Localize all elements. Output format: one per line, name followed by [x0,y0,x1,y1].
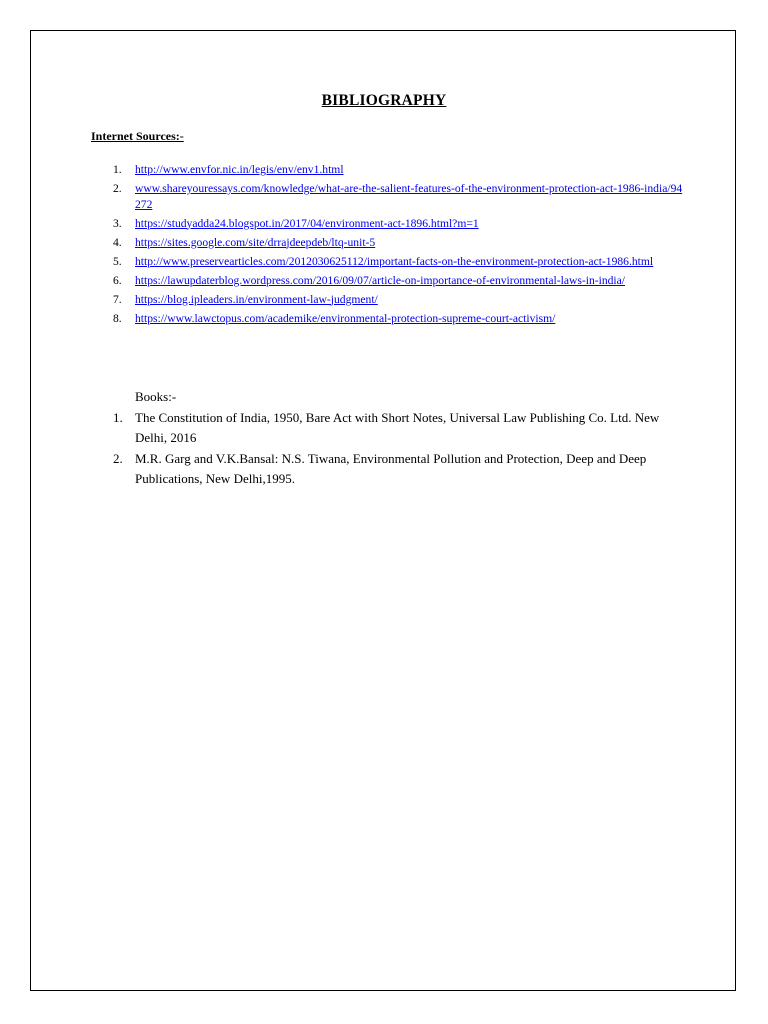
internet-sources-heading: Internet Sources:- [91,129,184,143]
list-number: 7. [113,292,122,306]
list-item [0,235,685,251]
list-number: 6. [113,273,122,287]
list-item [0,273,685,289]
source-link[interactable]: www.shareyouressays.com/knowledge/what-are-the-salient-features-of-the-environment-protection-act-1986-india/94272 [135,182,683,211]
source-link[interactable]: https://lawupdaterblog.wordpress.com/2016/09/07/article-on-importance-of-environmental-laws-in-india/ [135,273,626,287]
source-link[interactable]: http://www.envfor.nic.in/legis/env/env1.html [135,163,344,176]
book-citation: The Constitution of India, 1950, Bare Act with Short Notes, Universal Law Publishing Co. Ltd. New Delhi, 2016 [135,410,660,445]
list-number: 4. [113,235,122,249]
list-item [0,254,685,270]
list-item [0,162,685,178]
source-link[interactable]: https://www.lawctopus.com/academike/environmental-protection-supreme-court-activism/ [135,311,556,325]
list-number: 3. [113,216,122,230]
list-item [0,216,685,232]
list-item [0,449,680,488]
page-title: BIBLIOGRAPHY [321,92,447,109]
list-number: 2. [113,182,122,195]
list-item [0,311,685,327]
list-number: 1. [113,163,122,176]
list-number: 2. [113,451,123,466]
source-link[interactable]: https://sites.google.com/site/drrajdeepdeb/ltq-unit-5 [135,235,376,249]
list-number: 1. [113,410,123,425]
internet-sources-list [0,162,768,330]
list-item [0,292,685,308]
source-link[interactable]: http://www.preservearticles.com/2012030625112/important-facts-on-the-environment-protection-act-1986.html [135,254,654,268]
list-item [0,408,680,447]
source-link[interactable]: https://studyadda24.blogspot.in/2017/04/environment-act-1896.html?m=1 [135,216,479,230]
list-number: 5. [113,254,122,268]
list-item [0,181,685,212]
list-number: 8. [113,311,122,325]
books-list [0,408,768,490]
books-heading: Books:- [135,389,177,404]
source-link[interactable]: https://blog.ipleaders.in/environment-law-judgment/ [135,292,378,306]
book-citation: M.R. Garg and V.K.Bansal: N.S. Tiwana, Environmental Pollution and Protection, Deep and Deep Publications, New Delhi,1995. [135,451,647,486]
